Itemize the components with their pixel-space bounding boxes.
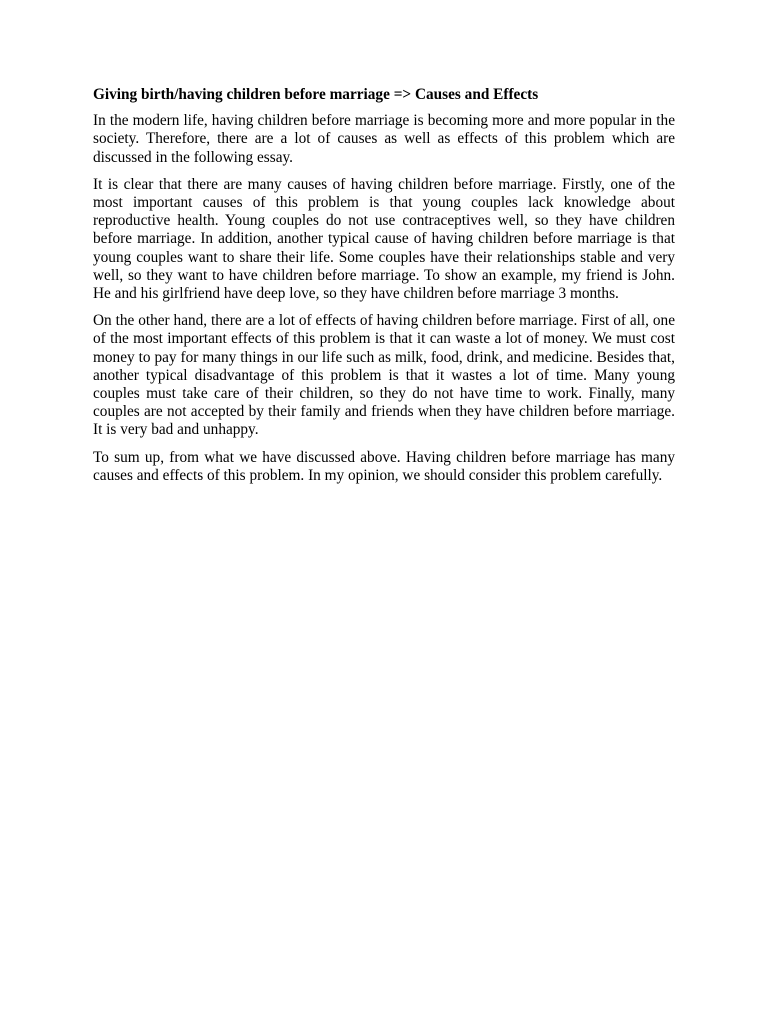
paragraph-introduction: In the modern life, having children before marriage is becoming more and more popular in the society. Therefore, there are a lot of causes as well as effects of this problem which are discussed in the following essay.	[93, 112, 675, 166]
paragraph-conclusion: To sum up, from what we have discussed above. Having children before marriage has many causes and effects of this problem. In my opinion, we should consider this problem carefully.	[93, 448, 675, 484]
paragraph-effects: On the other hand, there are a lot of effects of having children before marriage. First of all, one of the most important effects of this problem is that it can waste a lot of money. We must cost money to pay for many things in our life such as milk, food, drink, and medicine. Besides that, another typical disadvantage of this problem is that it wastes a lot of time. Many young couples must take care of their children, so they do not have time to work. Finally, many couples are not accepted by their family and friends when they have children before marriage. It is very bad and unhappy.	[93, 312, 675, 439]
document-page	[93, 86, 675, 494]
document-title: Giving birth/having children before marriage => Causes and Effects	[93, 86, 539, 103]
paragraph-causes: It is clear that there are many causes of having children before marriage. Firstly, one of the most important causes of this problem is that young couples lack knowledge about reproductive health. Young couples do not use contraceptives well, so they have children before marriage. In addition, another typical cause of having children before marriage is that young couples want to share their life. Some couples have their relationships stable and very well, so they want to have children before marriage. To show an example, my friend is John. He and his girlfriend have deep love, so they have children before marriage 3 months.	[93, 175, 675, 303]
